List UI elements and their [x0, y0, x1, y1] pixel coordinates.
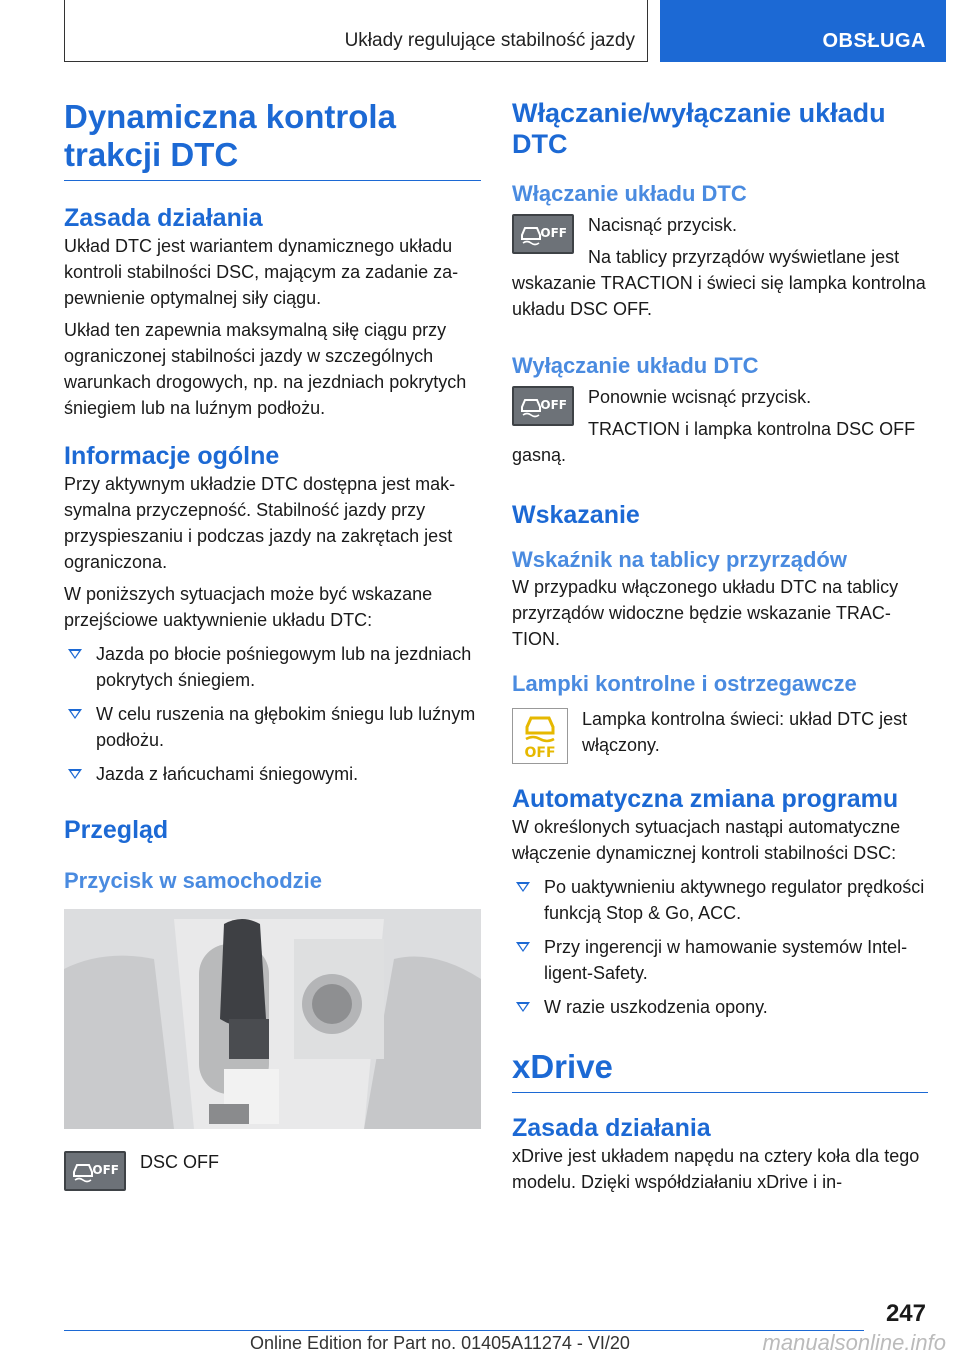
general-info-paragraph-2: W poniższych sytuacjach może być wskazane przejściowe uaktywnienie układu DTC:	[64, 584, 433, 630]
list-item: W celu ruszenia na głębokim śniegu lub luźnym podłożu.	[64, 701, 481, 753]
triangle-bullet-icon	[68, 649, 82, 659]
toggle-dtc-heading: Włączanie/wyłączanie układu DTC	[512, 98, 886, 159]
enable-dtc-row	[512, 212, 928, 322]
enable-dtc-heading: Włączanie układu DTC	[512, 181, 747, 206]
enable-dtc-step-2: Na tablicy przyrządów wyświetlane jest wskazanie TRACTION i świeci się lampka kontrolna układu DSC OFF.	[512, 247, 926, 319]
button-in-car-heading: Przycisk w samochodzie	[64, 868, 322, 893]
svg-text:OFF: OFF	[524, 745, 556, 761]
dsc-off-warning-lamp-icon	[512, 708, 568, 764]
chapter-tab[interactable]	[660, 0, 946, 62]
xdrive-principle-heading: Zasada działania	[512, 1114, 711, 1142]
principle-paragraph-2: Układ ten zapewnia maksymalną siłę ciągu przy ograniczonej stabilności jazdy w szczególnych warunkach drogowych, np. na jezdniach pokrytych śniegiem lub na luźnym podłożu.	[64, 320, 467, 418]
list-item: Przy ingerencji w hamowanie systemów Intelligent-Safety.	[512, 934, 928, 986]
display-heading: Wskazanie	[512, 501, 640, 529]
triangle-bullet-icon	[68, 769, 82, 779]
principle-heading: Zasada działania	[64, 204, 263, 232]
instrument-indicator-paragraph: W przypadku włączonego układu DTC na tablicy przyrządów widoczne będzie wskazanie TRACTION.	[512, 577, 899, 649]
xdrive-heading: xDrive	[512, 1048, 928, 1093]
instrument-indicator-heading: Wskaźnik na tablicy przyrządów	[512, 547, 847, 572]
list-item: W razie uszkodzenia opony.	[512, 994, 928, 1020]
dsc-off-label: DSC OFF	[140, 1152, 219, 1172]
principle-paragraph-1: Układ DTC jest wariantem dynamicznego układu kontroli stabilności DSC, mającym za zadanie zapewnienie optymalnej siły ciągu.	[64, 236, 459, 308]
triangle-bullet-icon	[516, 882, 530, 892]
warning-lamp-paragraph: Lampka kontrolna świeci: układ DTC jest włączony.	[582, 709, 908, 755]
warning-lamps-heading: Lampki kontrolne i ostrzegawcze	[512, 671, 857, 696]
off-label: OFF	[540, 398, 567, 412]
dsc-off-button-icon	[64, 1151, 126, 1191]
center-console-illustration	[64, 909, 481, 1129]
auto-program-paragraph: W określonych sytuacjach nastąpi automatyczne włączenie dynamicznej kontroli stabilności DSC:	[512, 817, 901, 863]
general-info-paragraph-1: Przy aktywnym układzie DTC dostępna jest maksymalna przyczepność. Stabilność jazdy przy przyspieszaniu i podczas jazdy na zakrętach jest ograniczona.	[64, 474, 456, 572]
dtc-button-icon	[512, 386, 574, 426]
left-column	[64, 98, 481, 1195]
dtc-heading: Dynamiczna kontrola trakcji DTC	[64, 98, 481, 181]
dsc-off-row	[64, 1149, 481, 1189]
header-box	[64, 0, 648, 62]
watermark-logo: manualsonline.info	[762, 1330, 946, 1355]
triangle-bullet-icon	[516, 1002, 530, 1012]
dtc-button-icon	[512, 214, 574, 254]
section-title: Układy regulujące stabilność jazdy	[344, 30, 635, 51]
auto-program-heading: Automatyczna zmiana programu	[512, 785, 899, 813]
disable-dtc-row	[512, 384, 928, 468]
off-label: OFF	[92, 1163, 119, 1177]
warning-lamp-row	[512, 706, 928, 761]
list-item: Jazda po błocie pośniegowym lub na jezdniach pokrytych śniegiem.	[64, 641, 481, 693]
disable-dtc-step-2: TRACTION i lampka kontrolna DSC OFF gasną.	[512, 419, 916, 465]
center-console-photo	[64, 909, 481, 1129]
off-label: OFF	[540, 226, 567, 240]
triangle-bullet-icon	[516, 942, 530, 952]
chapter-tab-label: OBSŁUGA	[822, 30, 926, 52]
triangle-bullet-icon	[68, 709, 82, 719]
general-info-heading: Informacje ogólne	[64, 442, 280, 470]
page-number: 247	[885, 1300, 926, 1327]
xdrive-paragraph: xDrive jest układem napędu na cztery koła dla tego modelu. Dzięki współdziałaniu xDrive i in-	[512, 1146, 920, 1192]
disable-dtc-step-1: Ponownie wcisnąć przycisk.	[588, 387, 812, 407]
overview-heading: Przegląd	[64, 816, 169, 844]
footer-divider	[64, 1330, 864, 1331]
right-column	[512, 98, 928, 1195]
edition-text: Online Edition for Part no. 01405A11274 - VI/20	[250, 1333, 630, 1353]
disable-dtc-heading: Wyłączanie układu DTC	[512, 353, 759, 378]
enable-dtc-step-1: Nacisnąć przycisk.	[588, 215, 738, 235]
list-item: Jazda z łańcuchami śniegowymi.	[64, 761, 481, 787]
list-item: Po uaktywnieniu aktywnego regulator prędkości funkcją Stop & Go, ACC.	[512, 874, 928, 926]
